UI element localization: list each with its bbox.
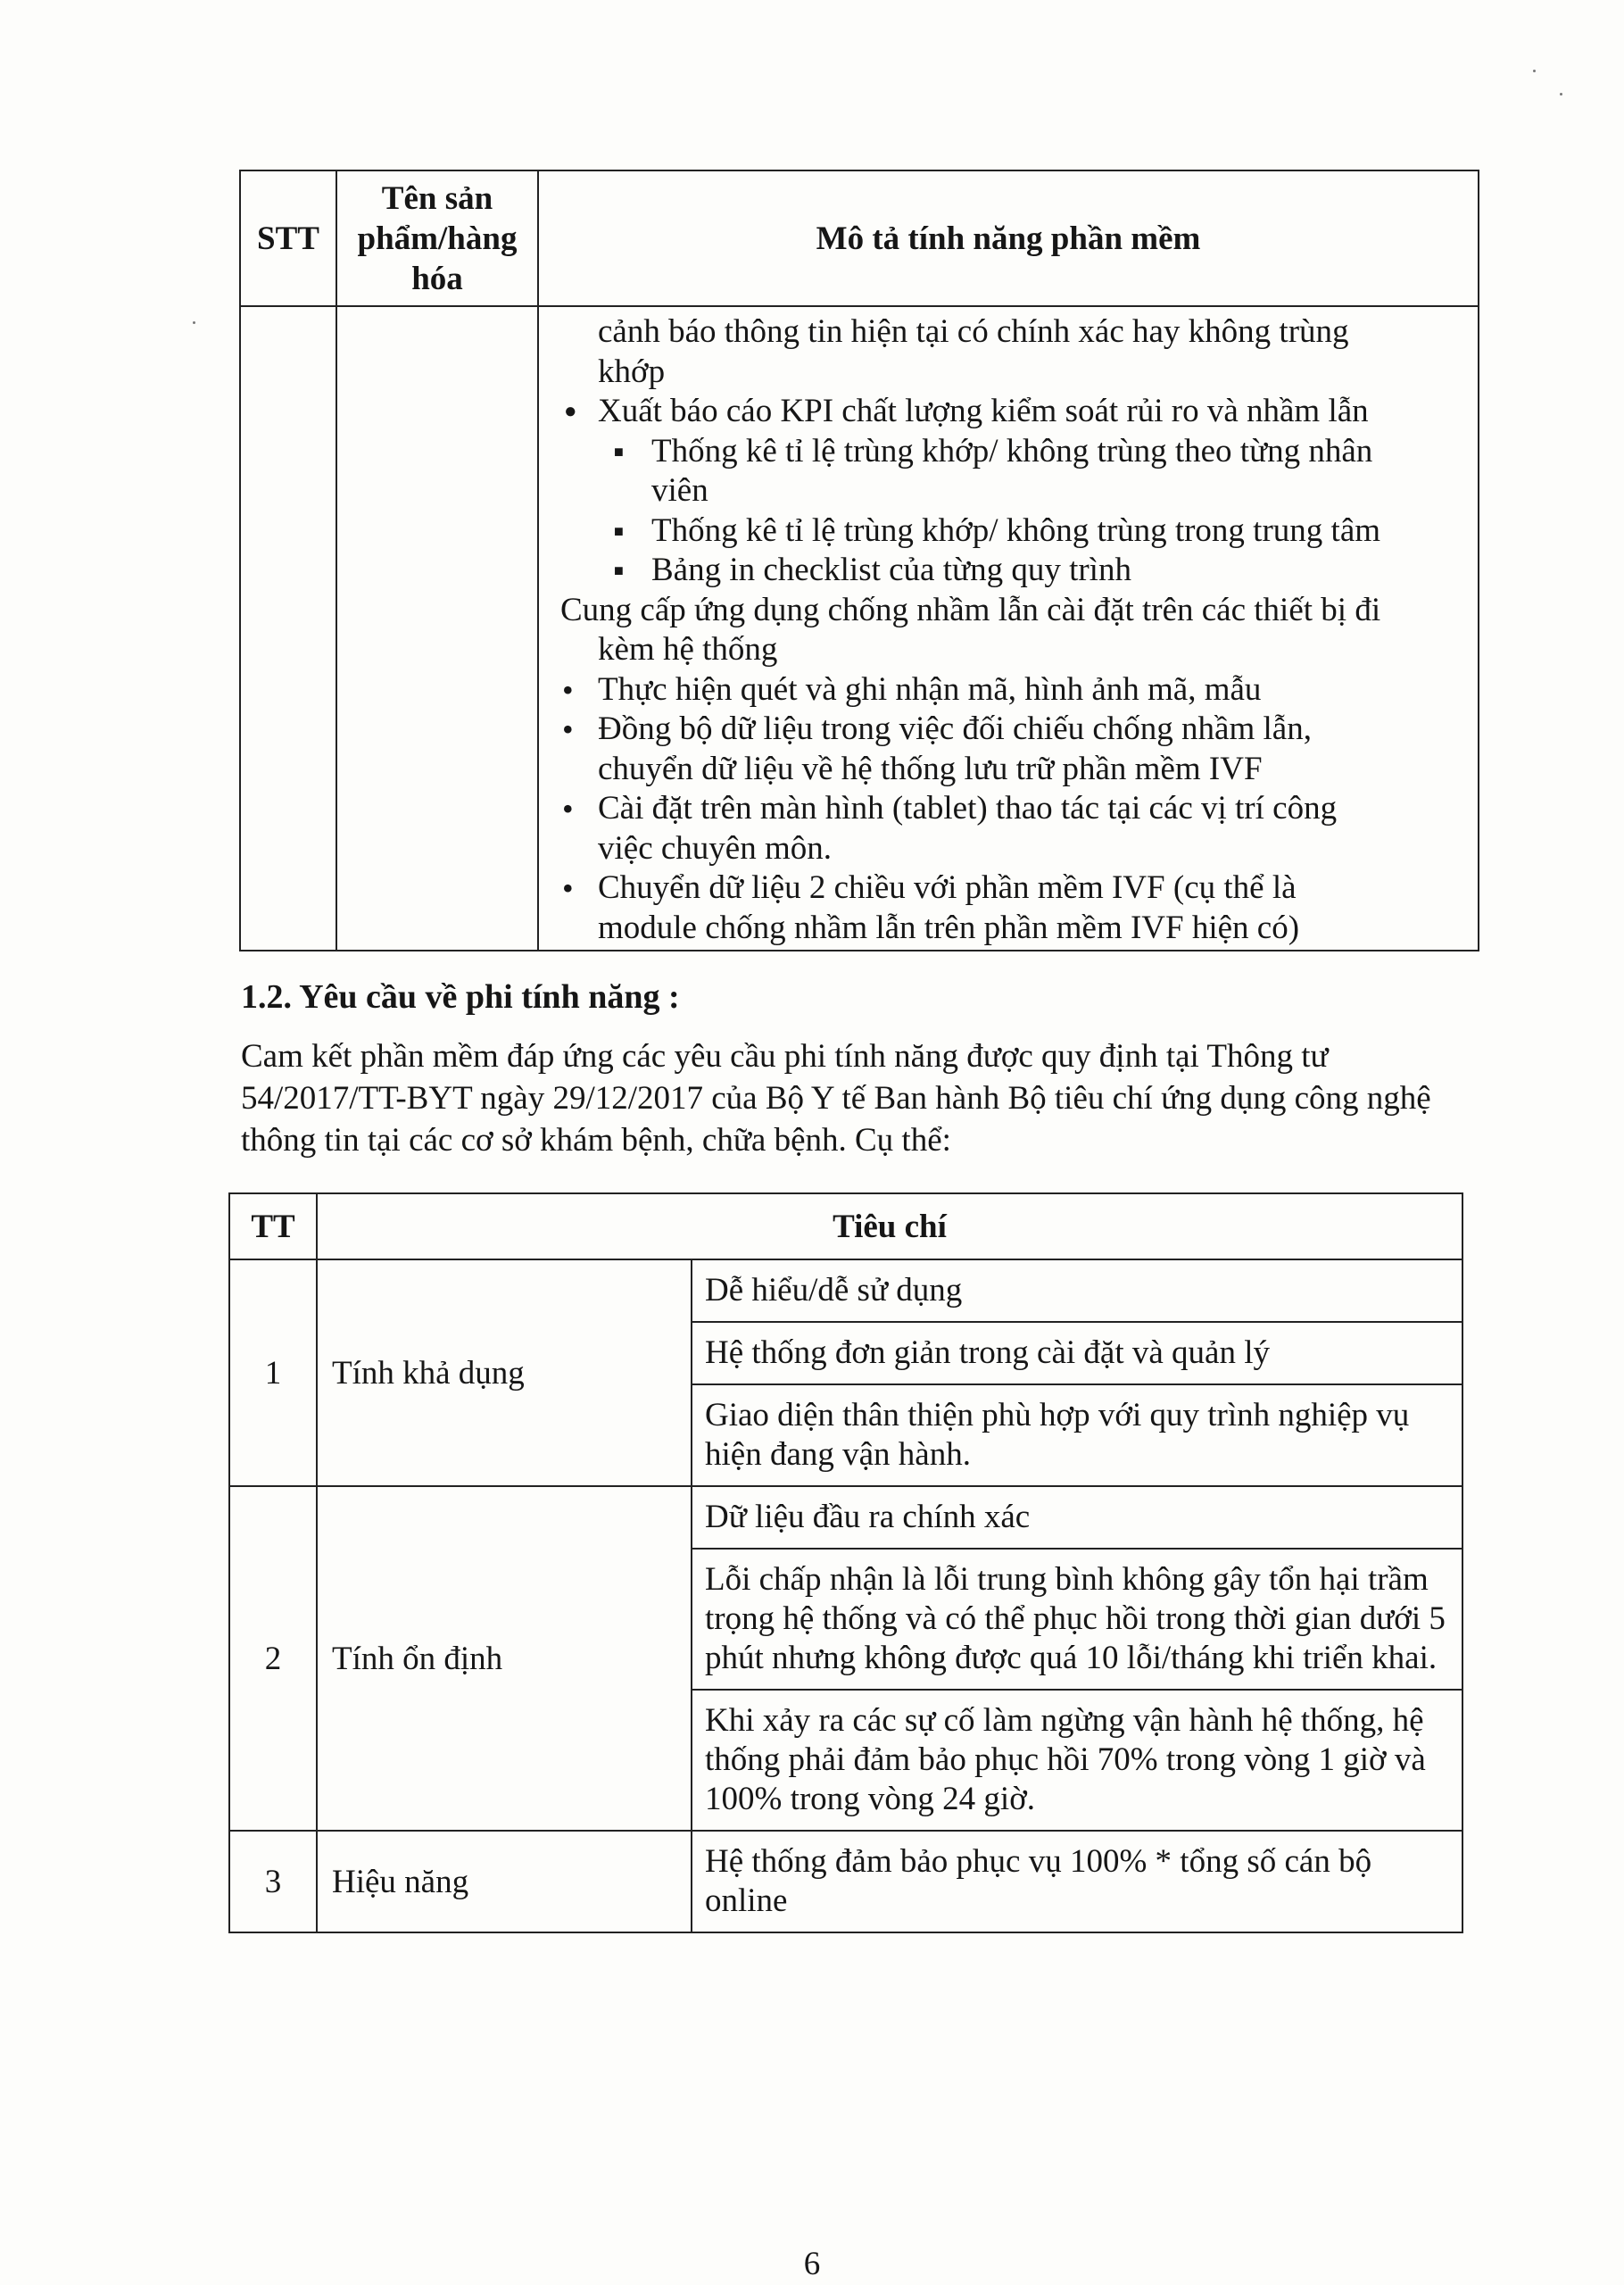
desc-line: kèm hệ thống xyxy=(598,631,778,668)
stt-cell xyxy=(240,306,336,951)
scan-speck xyxy=(1560,93,1562,96)
desc-line: module chống nhầm lẫn trên phần mềm IVF hiện có) xyxy=(598,909,1300,946)
criteria-item: Khi xảy ra các sự cố làm ngừng vận hành hệ thống, hệ thống phải đảm bảo phục hồi 70% trong vòng 1 giờ và 100% trong vòng 24 giờ. xyxy=(692,1690,1462,1831)
product-name-cell xyxy=(336,306,538,951)
sub-bullet-item: ■ Bảng in checklist của từng quy trình xyxy=(560,551,1460,591)
section-heading: 1.2. Yêu cầu về phi tính năng : xyxy=(241,978,680,1016)
criteria-category: Tính ổn định xyxy=(317,1486,692,1831)
desc-line: chuyển dữ liệu về hệ thống lưu trữ phần mềm IVF xyxy=(598,750,1263,787)
criteria-item: Dễ hiểu/dễ sử dụng xyxy=(692,1259,1462,1322)
desc-line: việc chuyên môn. xyxy=(598,829,832,867)
header-criteria: Tiêu chí xyxy=(317,1193,1462,1259)
row-number: 3 xyxy=(229,1831,317,1932)
feature-table-row xyxy=(240,306,1479,951)
bullet-item: • Đồng bộ dữ liệu trong việc đối chiếu chống nhầm lẫn, xyxy=(560,710,1460,750)
table-row xyxy=(229,1831,1462,1932)
page-number: 6 xyxy=(803,2246,821,2282)
bullet-item: • Thực hiện quét và ghi nhận mã, hình ảnh mã, mẫu xyxy=(560,670,1460,710)
sub-bullet-item: ■ Thống kê tỉ lệ trùng khớp/ không trùng theo từng nhân xyxy=(560,432,1460,472)
criteria-category: Tính khả dụng xyxy=(317,1259,692,1486)
bullet-item: • Cài đặt trên màn hình (tablet) thao tác tại các vị trí công xyxy=(560,789,1460,829)
criteria-table xyxy=(228,1192,1463,1933)
criteria-item: Giao diện thân thiện phù hợp với quy trình nghiệp vụ hiện đang vận hành. xyxy=(692,1384,1462,1486)
feature-description-cell xyxy=(538,306,1479,951)
desc-line: viên xyxy=(651,472,708,509)
feature-table xyxy=(239,170,1479,951)
criteria-item: Hệ thống đảm bảo phục vụ 100% * tổng số cán bộ online xyxy=(692,1831,1462,1932)
bullet-item: • Chuyển dữ liệu 2 chiều với phần mềm IVF (cụ thể là xyxy=(560,868,1460,909)
header-tt: TT xyxy=(229,1193,317,1259)
criteria-item: Dữ liệu đầu ra chính xác xyxy=(692,1486,1462,1549)
desc-line: cảnh báo thông tin hiện tại có chính xác hay không trùng xyxy=(598,313,1349,350)
bullet-item: ● Xuất báo cáo KPI chất lượng kiểm soát rủi ro và nhầm lẫn xyxy=(560,392,1460,432)
criteria-table-header xyxy=(229,1193,1462,1259)
header-product-name: Tên sản phẩm/hàng hóa xyxy=(336,170,538,306)
row-number: 1 xyxy=(229,1259,317,1486)
section-paragraph: Cam kết phần mềm đáp ứng các yêu cầu phi tính năng được quy định tại Thông tư 54/2017/TT-BYT ngày 29/12/2017 của Bộ Y tế Ban hành Bộ tiêu chí ứng dụng công nghệ thông tin tại các cơ sở khám bệnh, chữa bệnh. Cụ thể: xyxy=(241,1038,1431,1159)
sub-bullet-item: ■ Thống kê tỉ lệ trùng khớp/ không trùng trong trung tâm xyxy=(560,511,1460,552)
criteria-category: Hiệu năng xyxy=(317,1831,692,1932)
header-feature-description: Mô tả tính năng phần mềm xyxy=(538,170,1479,306)
row-number: 2 xyxy=(229,1486,317,1831)
table-row xyxy=(229,1486,1462,1549)
feature-table-header xyxy=(240,170,1479,306)
desc-line: Cung cấp ứng dụng chống nhầm lẫn cài đặt trên các thiết bị đi xyxy=(560,591,1381,628)
criteria-item: Lỗi chấp nhận là lỗi trung bình không gây tổn hại trầm trọng hệ thống và có thể phục hồi trong thời gian dưới 5 phút nhưng không được quá 10 lỗi/tháng khi triển khai. xyxy=(692,1549,1462,1690)
table-row xyxy=(229,1259,1462,1322)
criteria-item: Hệ thống đơn giản trong cài đặt và quản lý xyxy=(692,1322,1462,1384)
desc-line: khớp xyxy=(598,353,666,390)
scan-speck xyxy=(1533,70,1536,72)
header-stt: STT xyxy=(240,170,336,306)
scan-speck xyxy=(193,321,195,324)
